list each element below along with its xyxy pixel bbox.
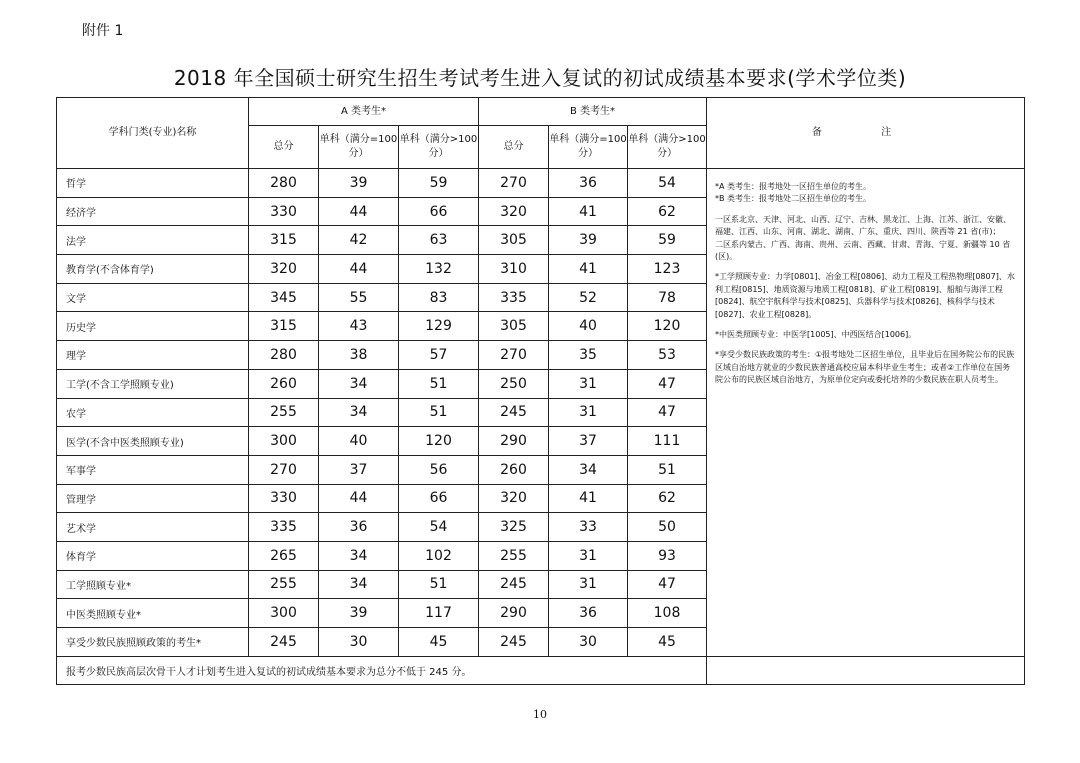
score-cell-b-s100: 41 (549, 255, 628, 284)
score-cell-a-sgt100: 66 (399, 484, 479, 513)
subject-cell: 教育学(不含体育学) (57, 255, 249, 284)
score-cell-b-total: 305 (479, 226, 549, 255)
score-cell-b-sgt100: 59 (628, 226, 707, 255)
note-paragraph: *工学照顾专业：力学[0801]、冶金工程[0806]、动力工程及工程热物理[0807]、水利工程[0815]、地质资源与地质工程[0818]、矿业工程[0819]、船舶与海洋工程[0824]、航空宇航科学与技术[0825]、兵器科学与技术[0826]、核科学与技术[0827]、农业工程[0828]。 (715, 272, 1015, 319)
score-cell-b-s100: 37 (549, 427, 628, 456)
score-cell-b-sgt100: 111 (628, 427, 707, 456)
note-paragraph: 一区系北京、天津、河北、山西、辽宁、吉林、黑龙江、上海、江苏、浙江、安徽、福建、江西、山东、河南、湖北、湖南、广东、重庆、四川、陕西等 21 省(市)； 二区系内蒙古、广西、海南、贵州、云南、西藏、甘肃、青海、宁夏、新疆等 10 省(区)。 (715, 214, 1012, 262)
score-cell-b-s100: 31 (549, 541, 628, 570)
score-cell-a-sgt100: 63 (399, 226, 479, 255)
score-cell-a-sgt100: 59 (399, 169, 479, 198)
score-cell-b-s100: 34 (549, 455, 628, 484)
subject-cell: 理学 (57, 341, 249, 370)
score-cell-a-sgt100: 129 (399, 312, 479, 341)
footer-row (57, 656, 1025, 684)
group-a-header: A 类考生* (249, 98, 479, 126)
score-cell-a-sgt100: 102 (399, 541, 479, 570)
subject-cell: 中医类照顾专业* (57, 599, 249, 628)
score-cell-b-s100: 31 (549, 570, 628, 599)
subject-cell: 工学照顾专业* (57, 570, 249, 599)
score-cell-b-total: 335 (479, 283, 549, 312)
score-cell-a-s100: 44 (319, 484, 399, 513)
subject-cell: 历史学 (57, 312, 249, 341)
page-title: 2018 年全国硕士研究生招生考试考生进入复试的初试成绩基本要求(学术学位类) (173, 66, 907, 90)
score-cell-b-sgt100: 62 (628, 197, 707, 226)
score-cell-b-total: 270 (479, 169, 549, 198)
score-cell-b-total: 290 (479, 427, 549, 456)
score-cell-b-total: 255 (479, 541, 549, 570)
score-cell-a-sgt100: 117 (399, 599, 479, 628)
score-cell-a-total: 265 (249, 541, 319, 570)
score-cell-b-s100: 36 (549, 599, 628, 628)
score-cell-a-s100: 44 (319, 197, 399, 226)
score-cell-a-total: 255 (249, 570, 319, 599)
score-cell-b-total: 245 (479, 570, 549, 599)
score-cell-b-s100: 31 (549, 369, 628, 398)
score-cell-b-sgt100: 108 (628, 599, 707, 628)
score-cell-a-s100: 39 (319, 599, 399, 628)
score-cell-a-s100: 34 (319, 398, 399, 427)
score-cell-b-sgt100: 93 (628, 541, 707, 570)
score-cell-b-s100: 39 (549, 226, 628, 255)
score-cell-b-s100: 52 (549, 283, 628, 312)
score-cell-a-total: 280 (249, 341, 319, 370)
score-cell-b-s100: 41 (549, 197, 628, 226)
subject-cell: 农学 (57, 398, 249, 427)
score-cell-a-sgt100: 57 (399, 341, 479, 370)
score-cell-b-sgt100: 45 (628, 628, 707, 657)
page-number: 10 (533, 708, 547, 721)
score-cell-b-sgt100: 50 (628, 513, 707, 542)
score-cell-b-total: 320 (479, 484, 549, 513)
score-cell-a-total: 345 (249, 283, 319, 312)
subject-cell: 管理学 (57, 484, 249, 513)
score-cell-b-sgt100: 78 (628, 283, 707, 312)
score-cell-a-total: 270 (249, 455, 319, 484)
score-cell-a-total: 315 (249, 226, 319, 255)
a-total-header: 总分 (249, 126, 319, 169)
score-cell-a-sgt100: 83 (399, 283, 479, 312)
score-cell-a-sgt100: 51 (399, 570, 479, 599)
score-cell-b-total: 290 (479, 599, 549, 628)
score-cell-a-total: 320 (249, 255, 319, 284)
footer-notes-blank (707, 656, 1025, 684)
score-cell-a-s100: 34 (319, 570, 399, 599)
score-cell-a-total: 330 (249, 484, 319, 513)
score-cell-a-s100: 39 (319, 169, 399, 198)
score-cell-a-s100: 36 (319, 513, 399, 542)
score-cell-b-sgt100: 54 (628, 169, 707, 198)
score-cell-a-total: 330 (249, 197, 319, 226)
a-single-gt100-header: 单科（满分>100 分） (399, 126, 479, 169)
score-cell-b-total: 245 (479, 628, 549, 657)
score-cell-b-total: 270 (479, 341, 549, 370)
score-cell-a-s100: 30 (319, 628, 399, 657)
score-cell-a-s100: 34 (319, 369, 399, 398)
score-cell-b-sgt100: 62 (628, 484, 707, 513)
group-b-header: B 类考生* (479, 98, 707, 126)
b-total-header: 总分 (479, 126, 549, 169)
score-requirements-table (56, 97, 1025, 685)
subject-cell: 享受少数民族照顾政策的考生* (57, 628, 249, 657)
score-cell-a-s100: 34 (319, 541, 399, 570)
score-cell-b-total: 305 (479, 312, 549, 341)
score-cell-a-total: 335 (249, 513, 319, 542)
score-cell-a-s100: 55 (319, 283, 399, 312)
score-cell-a-sgt100: 132 (399, 255, 479, 284)
score-cell-a-s100: 42 (319, 226, 399, 255)
score-cell-b-sgt100: 47 (628, 369, 707, 398)
score-cell-a-sgt100: 51 (399, 369, 479, 398)
attachment-label: 附件 1 (82, 23, 124, 39)
b-single-eq100-header: 单科（满分=100 分） (549, 126, 628, 169)
score-cell-a-sgt100: 45 (399, 628, 479, 657)
score-cell-b-sgt100: 53 (628, 341, 707, 370)
score-cell-b-sgt100: 123 (628, 255, 707, 284)
subject-cell: 艺术学 (57, 513, 249, 542)
score-cell-b-s100: 31 (549, 398, 628, 427)
subject-column-header: 学科门类(专业)名称 (57, 98, 249, 169)
footer-note: 报考少数民族高层次骨干人才计划考生进入复试的初试成绩基本要求为总分不低于 245 分。 (57, 656, 707, 684)
subject-cell: 哲学 (57, 169, 249, 198)
score-cell-a-s100: 44 (319, 255, 399, 284)
score-cell-b-s100: 30 (549, 628, 628, 657)
score-cell-a-s100: 37 (319, 455, 399, 484)
score-cell-a-s100: 40 (319, 427, 399, 456)
score-cell-a-total: 280 (249, 169, 319, 198)
score-cell-b-s100: 33 (549, 513, 628, 542)
score-cell-a-total: 315 (249, 312, 319, 341)
subject-cell: 经济学 (57, 197, 249, 226)
score-cell-a-sgt100: 51 (399, 398, 479, 427)
score-cell-a-sgt100: 56 (399, 455, 479, 484)
notes-column-header: 备 注 (707, 98, 1025, 169)
b-single-gt100-header: 单科（满分>100 分） (628, 126, 707, 169)
score-cell-b-sgt100: 120 (628, 312, 707, 341)
score-cell-b-s100: 35 (549, 341, 628, 370)
score-cell-b-total: 310 (479, 255, 549, 284)
score-cell-b-total: 260 (479, 455, 549, 484)
score-cell-a-total: 260 (249, 369, 319, 398)
subject-cell: 军事学 (57, 455, 249, 484)
subject-cell: 工学(不含工学照顾专业) (57, 369, 249, 398)
score-cell-b-sgt100: 51 (628, 455, 707, 484)
score-cell-a-total: 300 (249, 427, 319, 456)
score-cell-a-s100: 38 (319, 341, 399, 370)
score-cell-b-sgt100: 47 (628, 398, 707, 427)
score-cell-b-s100: 41 (549, 484, 628, 513)
subject-cell: 文学 (57, 283, 249, 312)
score-cell-a-s100: 43 (319, 312, 399, 341)
score-cell-a-sgt100: 54 (399, 513, 479, 542)
note-paragraph: *享受少数民族政策的考生：①报考地处二区招生单位，且毕业后在国务院公布的民族区域自治地方就业的少数民族普通高校应届本科毕业生考生；或者②工作单位在国务院公布的民族区域自治地方，为原单位定向或委托培养的少数民族在职人员考生。 (715, 350, 1015, 385)
notes-cell (707, 169, 1025, 657)
table-row (57, 169, 1025, 198)
note-paragraph: *A 类考生：报考地处一区招生单位的考生。 *B 类考生：报考地处二区招生单位的考生。 (715, 182, 872, 204)
score-cell-b-s100: 40 (549, 312, 628, 341)
score-cell-a-total: 300 (249, 599, 319, 628)
score-cell-b-sgt100: 47 (628, 570, 707, 599)
subject-cell: 法学 (57, 226, 249, 255)
subject-cell: 医学(不含中医类照顾专业) (57, 427, 249, 456)
score-cell-b-total: 325 (479, 513, 549, 542)
score-cell-a-total: 245 (249, 628, 319, 657)
score-cell-a-total: 255 (249, 398, 319, 427)
a-single-eq100-header: 单科（满分=100 分） (319, 126, 399, 169)
score-cell-b-total: 245 (479, 398, 549, 427)
subject-cell: 体育学 (57, 541, 249, 570)
score-cell-a-sgt100: 120 (399, 427, 479, 456)
score-cell-b-s100: 36 (549, 169, 628, 198)
score-cell-b-total: 320 (479, 197, 549, 226)
note-paragraph: *中医类照顾专业：中医学[1005]、中西医结合[1006]。 (715, 330, 917, 340)
score-cell-b-total: 250 (479, 369, 549, 398)
score-cell-a-sgt100: 66 (399, 197, 479, 226)
